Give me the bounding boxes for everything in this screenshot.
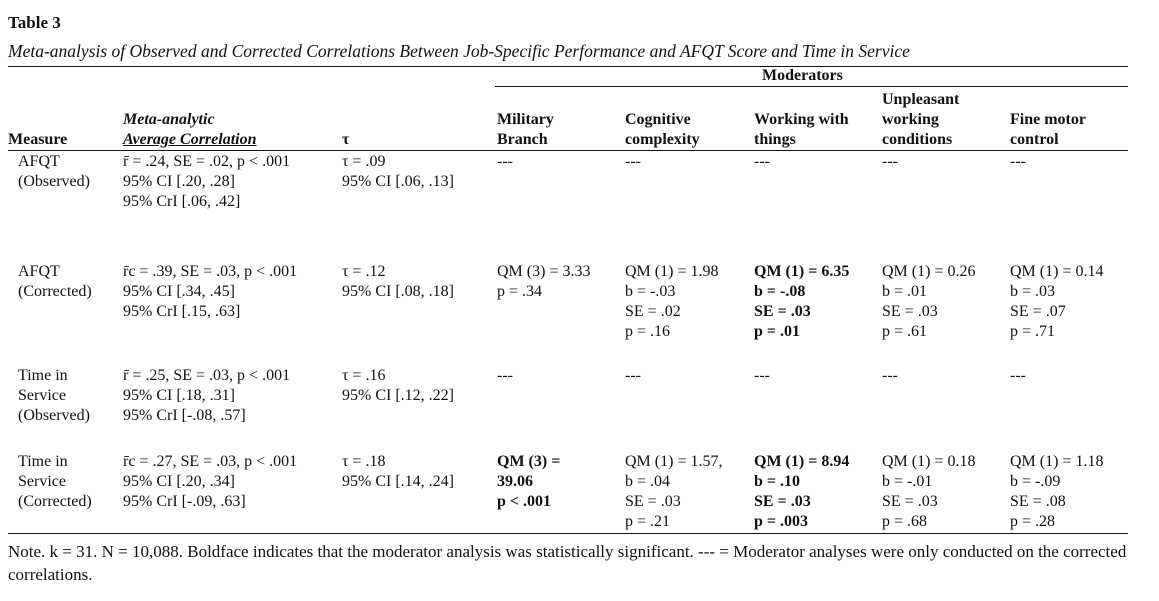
header-rule bbox=[8, 150, 1128, 151]
table-label: Table 3 bbox=[8, 13, 61, 32]
row-afqt-observed-fine-motor: --- bbox=[1010, 153, 1026, 170]
row-tis-corrected-things: QM (1) = 8.94 b = .10 SE = .03 p = .003 bbox=[754, 453, 850, 530]
header-military-branch: Military Branch bbox=[497, 111, 554, 148]
header-unpleasant-working-conditions: Unpleasant working conditions bbox=[882, 91, 960, 148]
moderators-rule bbox=[495, 86, 1128, 87]
row-tis-observed-things: --- bbox=[754, 367, 770, 384]
row-tis-corrected-correlation: r̄c = .27, SE = .03, p < .001 95% CI [.20, .34] 95% CrI [-.09, .63] bbox=[123, 453, 298, 510]
moderators-header: Moderators bbox=[762, 67, 843, 84]
row-afqt-observed-tau: τ = .09 95% CI [.06, .13] bbox=[342, 153, 454, 190]
row-afqt-corrected-tau: τ = .12 95% CI [.08, .18] bbox=[342, 263, 454, 300]
row-afqt-observed-things: --- bbox=[754, 153, 770, 170]
row-afqt-observed-measure: AFQT (Observed) bbox=[18, 153, 90, 190]
row-tis-corrected-measure: Time in Service (Corrected) bbox=[18, 453, 92, 510]
table-title: Meta-analysis of Observed and Corrected Correlations Between Job-Specific Performance and AFQT Score and Time in Service bbox=[8, 41, 910, 61]
row-tis-observed-tau: τ = .16 95% CI [.12, .22] bbox=[342, 367, 454, 404]
row-afqt-corrected-fine-motor: QM (1) = 0.14 b = .03 SE = .07 p = .71 bbox=[1010, 263, 1104, 340]
row-afqt-corrected-branch: QM (3) = 3.33 p = .34 bbox=[497, 263, 591, 300]
row-afqt-corrected-unpleasant: QM (1) = 0.26 b = .01 SE = .03 p = .61 bbox=[882, 263, 976, 340]
row-afqt-observed-branch: --- bbox=[497, 153, 513, 170]
bottom-rule bbox=[8, 533, 1128, 534]
row-tis-observed-unpleasant: --- bbox=[882, 367, 898, 384]
row-afqt-observed-correlation: r̄ = .24, SE = .02, p < .001 95% CI [.20, .28] 95% CrI [.06, .42] bbox=[123, 153, 291, 210]
row-tis-observed-branch: --- bbox=[497, 367, 513, 384]
row-afqt-corrected-measure: AFQT (Corrected) bbox=[18, 263, 92, 300]
table-note: Note. k = 31. N = 10,088. Boldface indicates that the moderator analysis was statistically significant. --- = Moderator analyses were only conducted on the corrected correlations. bbox=[8, 542, 1127, 584]
row-tis-observed-measure: Time in Service (Observed) bbox=[18, 367, 90, 424]
header-cognitive-complexity: Cognitive complexity bbox=[625, 111, 700, 148]
row-tis-corrected-branch: QM (3) = 39.06 p < .001 bbox=[497, 453, 561, 510]
row-tis-corrected-fine-motor: QM (1) = 1.18 b = -.09 SE = .08 p = .28 bbox=[1010, 453, 1104, 530]
row-afqt-corrected-correlation: r̄c = .39, SE = .03, p < .001 95% CI [.34, .45] 95% CrI [.15, .63] bbox=[123, 263, 298, 320]
row-tis-corrected-tau: τ = .18 95% CI [.14, .24] bbox=[342, 453, 454, 490]
row-afqt-observed-cognitive: --- bbox=[625, 153, 641, 170]
header-measure: Measure bbox=[8, 131, 68, 148]
row-tis-corrected-cognitive: QM (1) = 1.57, b = .04 SE = .03 p = .21 bbox=[625, 453, 723, 530]
row-afqt-corrected-cognitive: QM (1) = 1.98 b = -.03 SE = .02 p = .16 bbox=[625, 263, 719, 340]
row-tis-corrected-unpleasant: QM (1) = 0.18 b = -.01 SE = .03 p = .68 bbox=[882, 453, 976, 530]
row-tis-observed-correlation: r̄ = .25, SE = .03, p < .001 95% CI [.18, .31] 95% CrI [-.08, .57] bbox=[123, 367, 291, 424]
row-afqt-corrected-things: QM (1) = 6.35 b = -.08 SE = .03 p = .01 bbox=[754, 263, 850, 340]
row-tis-observed-fine-motor: --- bbox=[1010, 367, 1026, 384]
header-working-with-things: Working with things bbox=[754, 111, 849, 148]
row-tis-observed-cognitive: --- bbox=[625, 367, 641, 384]
header-fine-motor-control: Fine motor control bbox=[1010, 111, 1086, 148]
row-afqt-observed-unpleasant: --- bbox=[882, 153, 898, 170]
header-meta-analytic-correlation: Meta-analytic Average Correlation bbox=[123, 111, 257, 148]
top-rule bbox=[8, 66, 1128, 67]
header-tau: τ bbox=[342, 131, 350, 148]
